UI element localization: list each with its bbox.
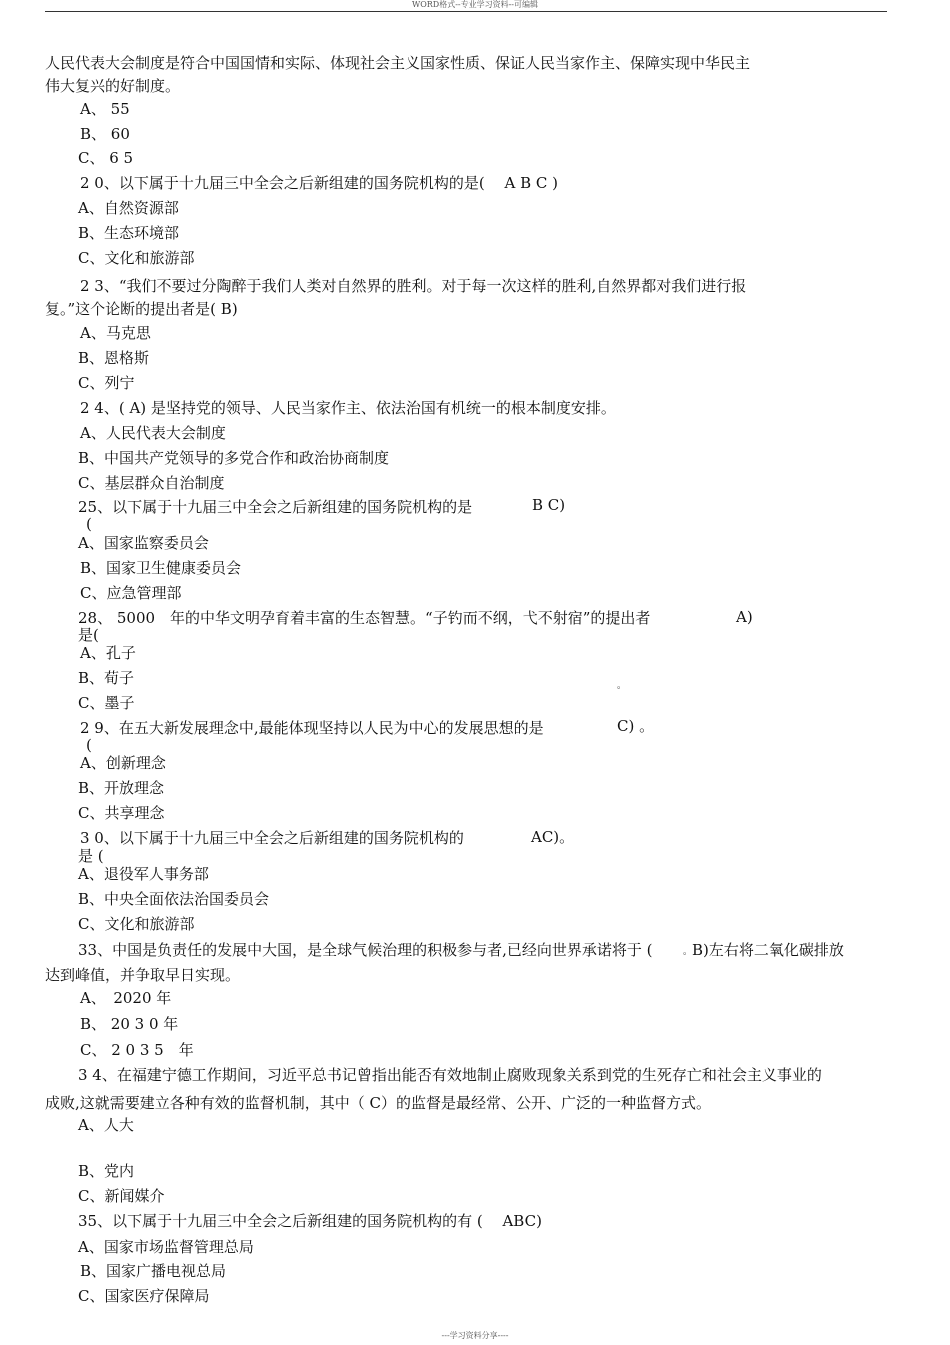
option-line: A、退役军人事务部	[78, 865, 209, 883]
option-line: C、基层群众自治制度	[78, 474, 225, 492]
stray-mark: 。	[683, 947, 693, 957]
answer-text: AC)。	[531, 828, 575, 846]
paren-text: (	[86, 736, 92, 754]
question-line: 成败,这就需要建立各种有效的监督机制，其中（ C）的监督是最经常、公开、广泛的一种监督方式。	[45, 1094, 712, 1112]
header-rule	[45, 11, 887, 12]
option-line: C、共享理念	[78, 804, 165, 822]
question-line: 2 4、( A) 是坚持党的领导、人民当家作主、依法治国有机统一的根本制度安排。	[80, 399, 616, 417]
option-line: A、马克思	[80, 324, 151, 342]
question-line: 3 0、以下属于十九届三中全会之后新组建的国务院机构的	[80, 829, 464, 847]
question-line: 2 3、“我们不要过分陶醉于我们人类对自然界的胜利。对于每一次这样的胜利,自然界都对我们进行报	[80, 277, 747, 295]
option-line: B、中国共产党领导的多党合作和政治协商制度	[78, 449, 390, 467]
page-header: WORD格式--专业学习资料--可编辑	[411, 0, 539, 9]
option-line: B、恩格斯	[78, 349, 150, 367]
option-line: A、创新理念	[80, 754, 166, 772]
paren-text: (	[86, 515, 92, 533]
option-line: C、文化和旅游部	[78, 249, 195, 267]
option-line: B、国家卫生健康委员会	[80, 559, 242, 577]
text-line: 人民代表大会制度是符合中国国情和实际、体现社会主义国家性质、保证人民当家作主、保障实现中华民主	[45, 54, 751, 72]
paren-text: 是(	[78, 626, 99, 644]
option-line: C、列宁	[78, 374, 135, 392]
option-line: A、人民代表大会制度	[80, 424, 226, 442]
question-line: 35、以下属于十九届三中全会之后新组建的国务院机构的有 ( ABC)	[78, 1212, 542, 1230]
question-line: 33、中国是负责任的发展中大国，是全球气候治理的积极参与者,已经向世界承诺将于 (	[78, 941, 653, 959]
option-line: B、国家广播电视总局	[80, 1262, 227, 1280]
question-line: 2 9、在五大新发展理念中,最能体现坚持以人民为中心的发展思想的是	[80, 719, 544, 737]
option-line: A、 55	[80, 100, 130, 118]
answer-text: A)	[736, 608, 753, 626]
option-line: A、人大	[78, 1116, 134, 1134]
answer-text: B C)	[532, 496, 566, 514]
page-footer: ---学习资料分享----	[441, 1331, 509, 1340]
option-line: A、国家市场监督管理总局	[78, 1238, 254, 1256]
option-line: A、孔子	[80, 644, 136, 662]
question-line: 28、 5000 年的中华文明孕育着丰富的生态智慧。“子钓而不纲，弋不射宿”的提出者	[78, 609, 651, 627]
option-line: C、文化和旅游部	[78, 915, 195, 933]
option-line: C、应急管理部	[80, 584, 182, 602]
stray-mark: 。	[617, 681, 627, 691]
question-line: 3 4、在福建宁德工作期间，习近平总书记曾指出能否有效地制止腐败现象关系到党的生死存亡和社会主义事业的	[78, 1066, 822, 1084]
question-line: 达到峰值，并争取早日实现。	[45, 966, 241, 984]
option-line: B、 20 3 0 年	[80, 1015, 179, 1033]
option-line: B、生态环境部	[78, 224, 180, 242]
paren-text: 是 (	[78, 847, 104, 865]
option-line: A、 2020 年	[80, 989, 172, 1007]
answer-text: B)左右将二氧化碳排放	[692, 941, 844, 959]
question-line: 复。”这个论断的提出者是( B)	[45, 300, 238, 318]
option-line: B、党内	[78, 1162, 135, 1180]
answer-text: C) 。	[617, 717, 655, 735]
text-line: 伟大复兴的好制度。	[45, 77, 181, 95]
option-line: C、国家医疗保障局	[78, 1287, 210, 1305]
option-line: A、自然资源部	[78, 199, 179, 217]
option-line: C、墨子	[78, 694, 135, 712]
option-line: C、 2 0 3 5 年	[80, 1041, 194, 1059]
option-line: B、开放理念	[78, 779, 165, 797]
option-line: A、国家监察委员会	[78, 534, 209, 552]
option-line: C、新闻媒介	[78, 1187, 165, 1205]
option-line: B、荀子	[78, 669, 135, 687]
option-line: B、中央全面依法治国委员会	[78, 890, 270, 908]
question-line: 2 0、以下属于十九届三中全会之后新组建的国务院机构的是( A B C )	[80, 174, 558, 192]
option-line: B、 60	[80, 125, 130, 143]
question-line: 25、以下属于十九届三中全会之后新组建的国务院机构的是	[78, 498, 473, 516]
option-line: C、 6 5	[78, 149, 134, 167]
